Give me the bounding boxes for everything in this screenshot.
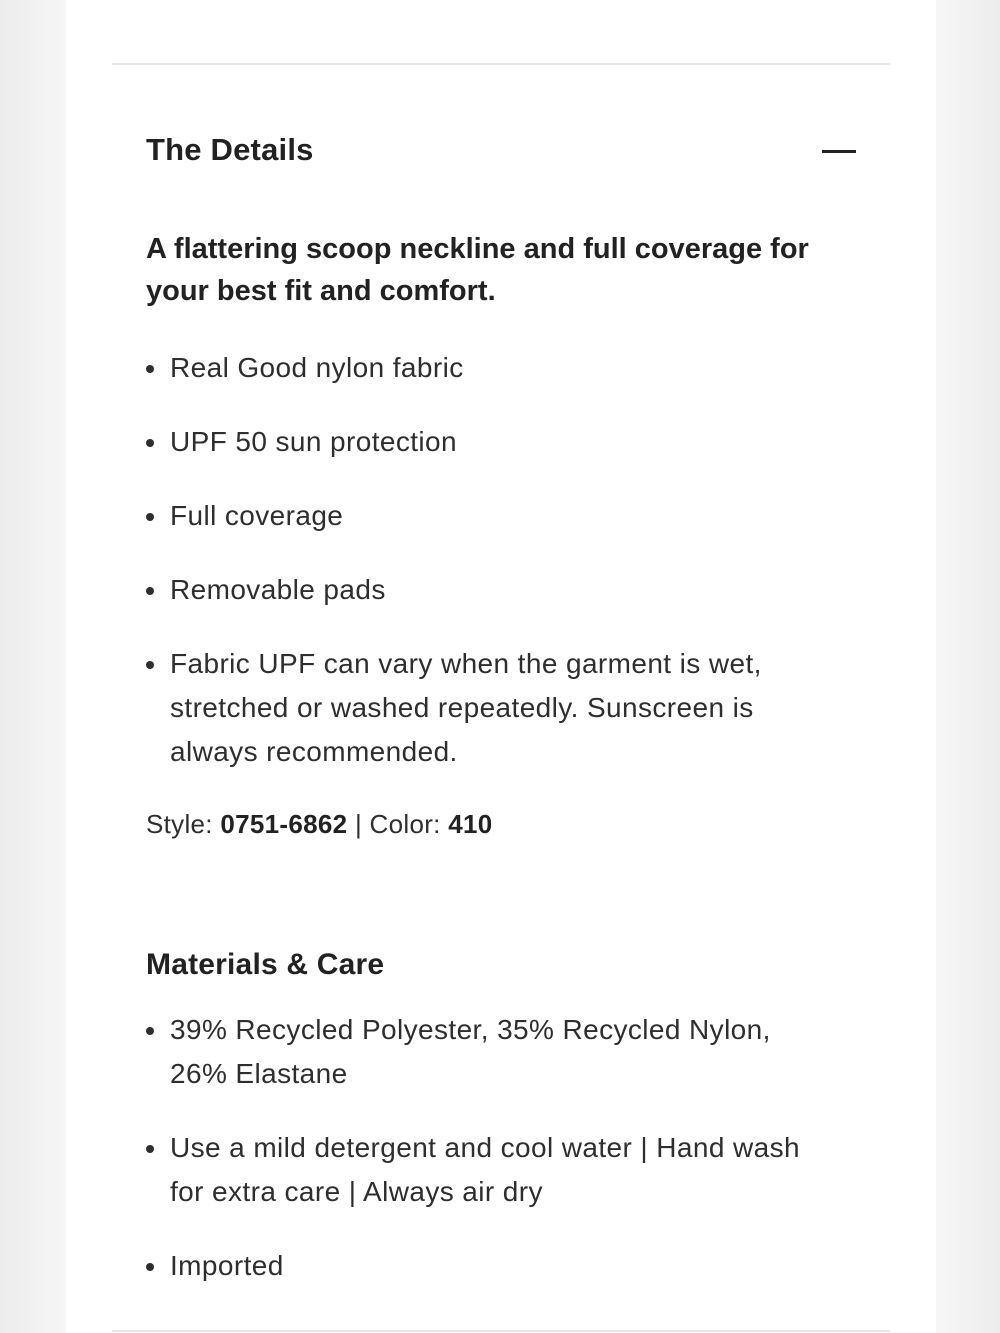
care-text: Imported	[170, 1250, 284, 1281]
list-item	[146, 420, 806, 464]
color-code: 410	[448, 809, 493, 839]
list-item	[146, 1008, 806, 1096]
details-accordion-header[interactable]	[146, 128, 862, 172]
feature-text: Fabric UPF can vary when the garment is wet, stretched or washed repeatedly. Sunscreen is always recommended.	[170, 648, 762, 767]
bullet-icon	[146, 1027, 154, 1035]
list-item	[146, 1244, 806, 1288]
feature-text: UPF 50 sun protection	[170, 426, 457, 457]
color-label: Color:	[369, 809, 441, 839]
style-color-info	[146, 805, 493, 843]
list-item	[146, 494, 806, 538]
list-item	[146, 568, 806, 612]
style-label: Style:	[146, 809, 213, 839]
bullet-icon	[146, 587, 154, 595]
list-item	[146, 642, 806, 774]
details-section-title: The Details	[146, 132, 314, 167]
list-item	[146, 1126, 806, 1214]
bullet-icon	[146, 1263, 154, 1271]
section-divider	[112, 1330, 890, 1332]
page-backdrop-right	[936, 0, 1000, 1333]
bullet-icon	[146, 365, 154, 373]
bullet-icon	[146, 661, 154, 669]
product-tagline: A flattering scoop neckline and full coverage for your best fit and comfort.	[146, 233, 809, 307]
separator: |	[354, 809, 362, 839]
materials-care-heading: Materials & Care	[146, 948, 385, 981]
style-number: 0751-6862	[220, 809, 348, 839]
bullet-icon	[146, 1145, 154, 1153]
list-item	[146, 346, 806, 390]
care-text: 39% Recycled Polyester, 35% Recycled Nylon, 26% Elastane	[170, 1014, 771, 1089]
details-feature-list	[146, 346, 806, 804]
bullet-icon	[146, 439, 154, 447]
bullet-icon	[146, 513, 154, 521]
page-backdrop-left	[0, 0, 70, 1333]
section-divider	[112, 63, 890, 65]
minus-icon[interactable]	[822, 133, 856, 167]
product-details-panel	[66, 0, 936, 1333]
materials-care-list	[146, 1008, 806, 1318]
care-text: Use a mild detergent and cool water | Hand wash for extra care | Always air dry	[170, 1132, 800, 1207]
feature-text: Full coverage	[170, 500, 344, 531]
feature-text: Real Good nylon fabric	[170, 352, 464, 383]
feature-text: Removable pads	[170, 574, 386, 605]
